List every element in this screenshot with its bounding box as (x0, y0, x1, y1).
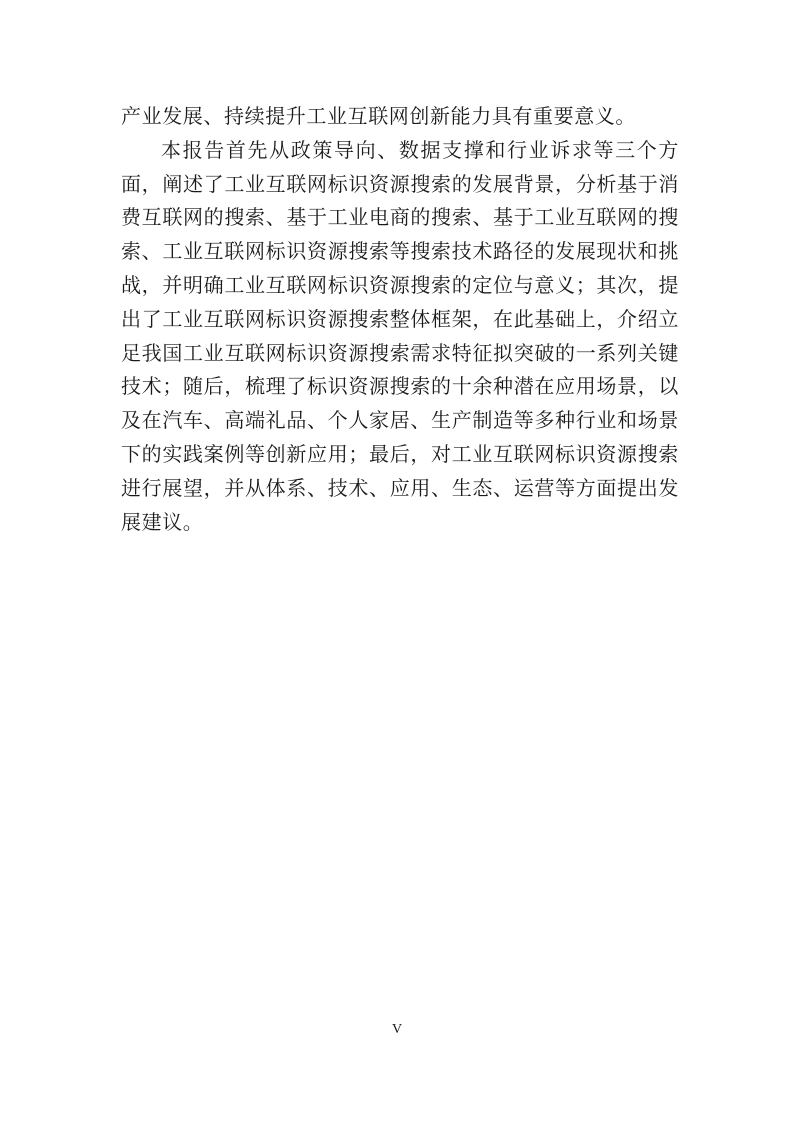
paragraph-continuation: 产业发展、持续提升工业互联网创新能力具有重要意义。 (121, 104, 636, 128)
body-text (121, 100, 679, 539)
paragraph-report-summary: 本报告首先从政策导向、数据支撑和行业诉求等三个方面，阐述了工业互联网标识资源搜索的发展背景，分析基于消费互联网的搜索、基于工业电商的搜索、基于工业互联网的搜索、工业互联网标识资源搜索等搜索技术路径的发展现状和挑战，并明确工业互联网标识资源搜索的定位与意义；其次，提出了工业互联网标识资源搜索整体框架，在此基础上，介绍立足我国工业互联网标识资源搜索需求特征拟突破的一系列关键技术；随后，梳理了标识资源搜索的十余种潜在应用场景，以及在汽车、高端礼品、个人家居、生产制造等多种行业和场景下的实践案例等创新应用；最后，对工业互联网标识资源搜索进行展望，并从体系、技术、应用、生态、运营等方面提出发展建议。 (121, 137, 679, 534)
page-number: V (391, 1022, 403, 1037)
